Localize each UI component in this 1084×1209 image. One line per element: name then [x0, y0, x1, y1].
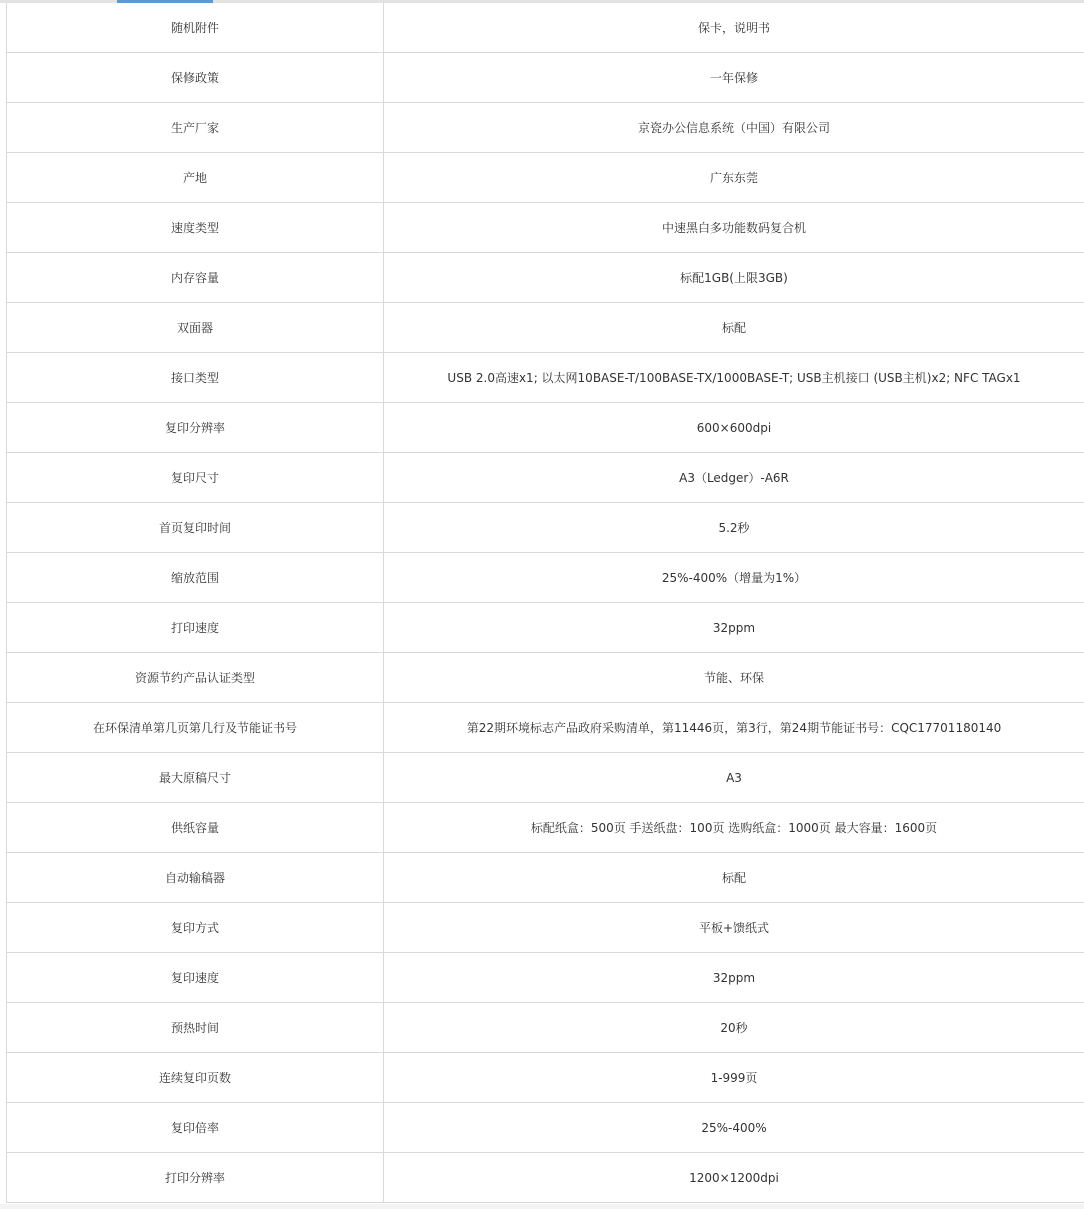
spec-name: 最大原稿尺寸 [7, 753, 384, 803]
spec-table-body [7, 3, 1084, 1203]
spec-row [7, 553, 1084, 603]
spec-value: 京瓷办公信息系统（中国）有限公司 [384, 103, 1084, 153]
spec-value: 标配纸盒：500页 手送纸盘：100页 选购纸盒：1000页 最大容量：1600页 [384, 803, 1084, 853]
spec-row [7, 903, 1084, 953]
spec-value: A3（Ledger）-A6R [384, 453, 1084, 503]
spec-name: 双面器 [7, 303, 384, 353]
spec-value: 保卡，说明书 [384, 3, 1084, 53]
spec-row [7, 503, 1084, 553]
spec-row [7, 1103, 1084, 1153]
spec-name: 自动输稿器 [7, 853, 384, 903]
spec-row [7, 3, 1084, 53]
spec-table [6, 3, 1084, 1203]
spec-name: 随机附件 [7, 3, 384, 53]
spec-value: 32ppm [384, 603, 1084, 653]
spec-name: 生产厂家 [7, 103, 384, 153]
spec-name: 内存容量 [7, 253, 384, 303]
spec-value: 600×600dpi [384, 403, 1084, 453]
spec-name: 连续复印页数 [7, 1053, 384, 1103]
spec-row [7, 953, 1084, 1003]
spec-value: 25%-400%（增量为1%） [384, 553, 1084, 603]
spec-name: 复印方式 [7, 903, 384, 953]
spec-row [7, 653, 1084, 703]
spec-row [7, 153, 1084, 203]
spec-name: 复印速度 [7, 953, 384, 1003]
spec-value: A3 [384, 753, 1084, 803]
spec-value: 中速黑白多功能数码复合机 [384, 203, 1084, 253]
spec-row [7, 53, 1084, 103]
spec-value: 标配1GB(上限3GB) [384, 253, 1084, 303]
spec-value: 标配 [384, 303, 1084, 353]
spec-row [7, 453, 1084, 503]
spec-row [7, 1153, 1084, 1203]
spec-row [7, 353, 1084, 403]
spec-row [7, 603, 1084, 653]
spec-value: 1-999页 [384, 1053, 1084, 1103]
spec-row [7, 703, 1084, 753]
spec-value: 广东东莞 [384, 153, 1084, 203]
spec-name: 供纸容量 [7, 803, 384, 853]
spec-row [7, 1003, 1084, 1053]
spec-value: 第22期环境标志产品政府采购清单，第11446页，第3行，第24期节能证书号：CQC17701180140 [384, 703, 1084, 753]
spec-name: 接口类型 [7, 353, 384, 403]
spec-value: 标配 [384, 853, 1084, 903]
spec-value: 32ppm [384, 953, 1084, 1003]
spec-value: 节能、环保 [384, 653, 1084, 703]
bottom-strip [0, 1204, 1084, 1209]
spec-row [7, 1053, 1084, 1103]
spec-name: 复印分辨率 [7, 403, 384, 453]
spec-row [7, 403, 1084, 453]
spec-name: 产地 [7, 153, 384, 203]
spec-value: 一年保修 [384, 53, 1084, 103]
spec-value: USB 2.0高速x1; 以太网10BASE-T/100BASE-TX/1000BASE-T; USB主机接口 (USB主机)x2; NFC TAGx1 [384, 353, 1084, 403]
spec-name: 缩放范围 [7, 553, 384, 603]
spec-value: 25%-400% [384, 1103, 1084, 1153]
spec-name: 复印尺寸 [7, 453, 384, 503]
spec-value: 20秒 [384, 1003, 1084, 1053]
spec-name: 打印速度 [7, 603, 384, 653]
spec-value: 5.2秒 [384, 503, 1084, 553]
spec-row [7, 203, 1084, 253]
spec-name: 复印倍率 [7, 1103, 384, 1153]
spec-name: 预热时间 [7, 1003, 384, 1053]
spec-value: 平板+馈纸式 [384, 903, 1084, 953]
spec-value: 1200×1200dpi [384, 1153, 1084, 1203]
spec-row [7, 103, 1084, 153]
spec-name: 首页复印时间 [7, 503, 384, 553]
spec-name: 资源节约产品认证类型 [7, 653, 384, 703]
spec-name: 速度类型 [7, 203, 384, 253]
spec-row [7, 303, 1084, 353]
spec-row [7, 753, 1084, 803]
spec-name: 打印分辨率 [7, 1153, 384, 1203]
spec-row [7, 253, 1084, 303]
spec-row [7, 853, 1084, 903]
spec-row [7, 803, 1084, 853]
spec-name: 保修政策 [7, 53, 384, 103]
spec-name: 在环保清单第几页第几行及节能证书号 [7, 703, 384, 753]
